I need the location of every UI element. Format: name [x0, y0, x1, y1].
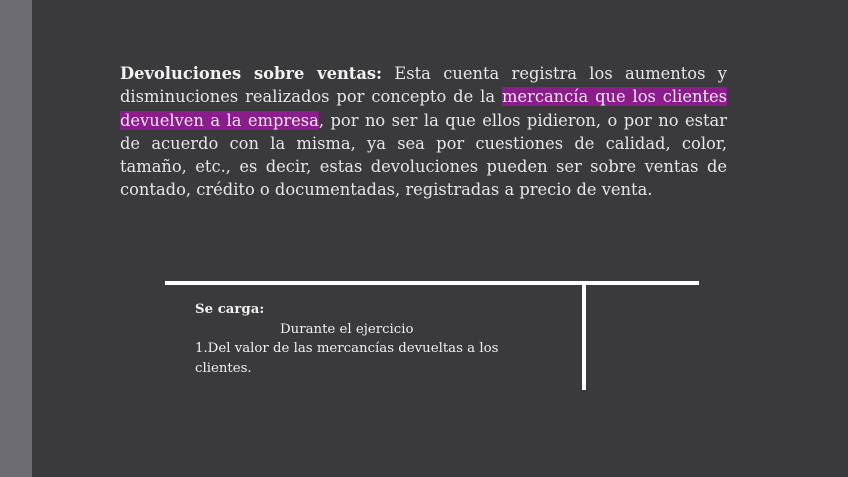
definition-text-start: Esta cuenta registra los aumentos y disminuciones realizados por concepto de la	[120, 64, 728, 107]
t-account-vertical-line	[582, 283, 586, 390]
t-account-top-line	[165, 281, 699, 285]
term-heading: Devoluciones sobre ventas:	[120, 64, 383, 83]
charge-heading: Se carga:	[195, 302, 265, 317]
highlighted-phrase: mercancía que los clientes devuelven a la empresa	[120, 87, 727, 130]
definition-paragraph	[120, 62, 727, 202]
period-label: Durante el ejercicio	[280, 321, 414, 337]
definition-text-end: , por no ser la que ellos pidieron, o por no estar de acuerdo con la misma, ya sea por cuestiones de calidad, color, tamaño, etc., es decir, estas devoluciones pueden ser sobre ventas de contado, crédito o documentadas, registradas a precio de venta.	[120, 110, 727, 200]
t-account-debit-side	[195, 300, 540, 378]
left-sidebar-strip	[0, 0, 32, 477]
slide-canvas	[32, 0, 848, 477]
debit-item-1: 1.Del valor de las mercancías devueltas a los clientes.	[195, 341, 499, 376]
